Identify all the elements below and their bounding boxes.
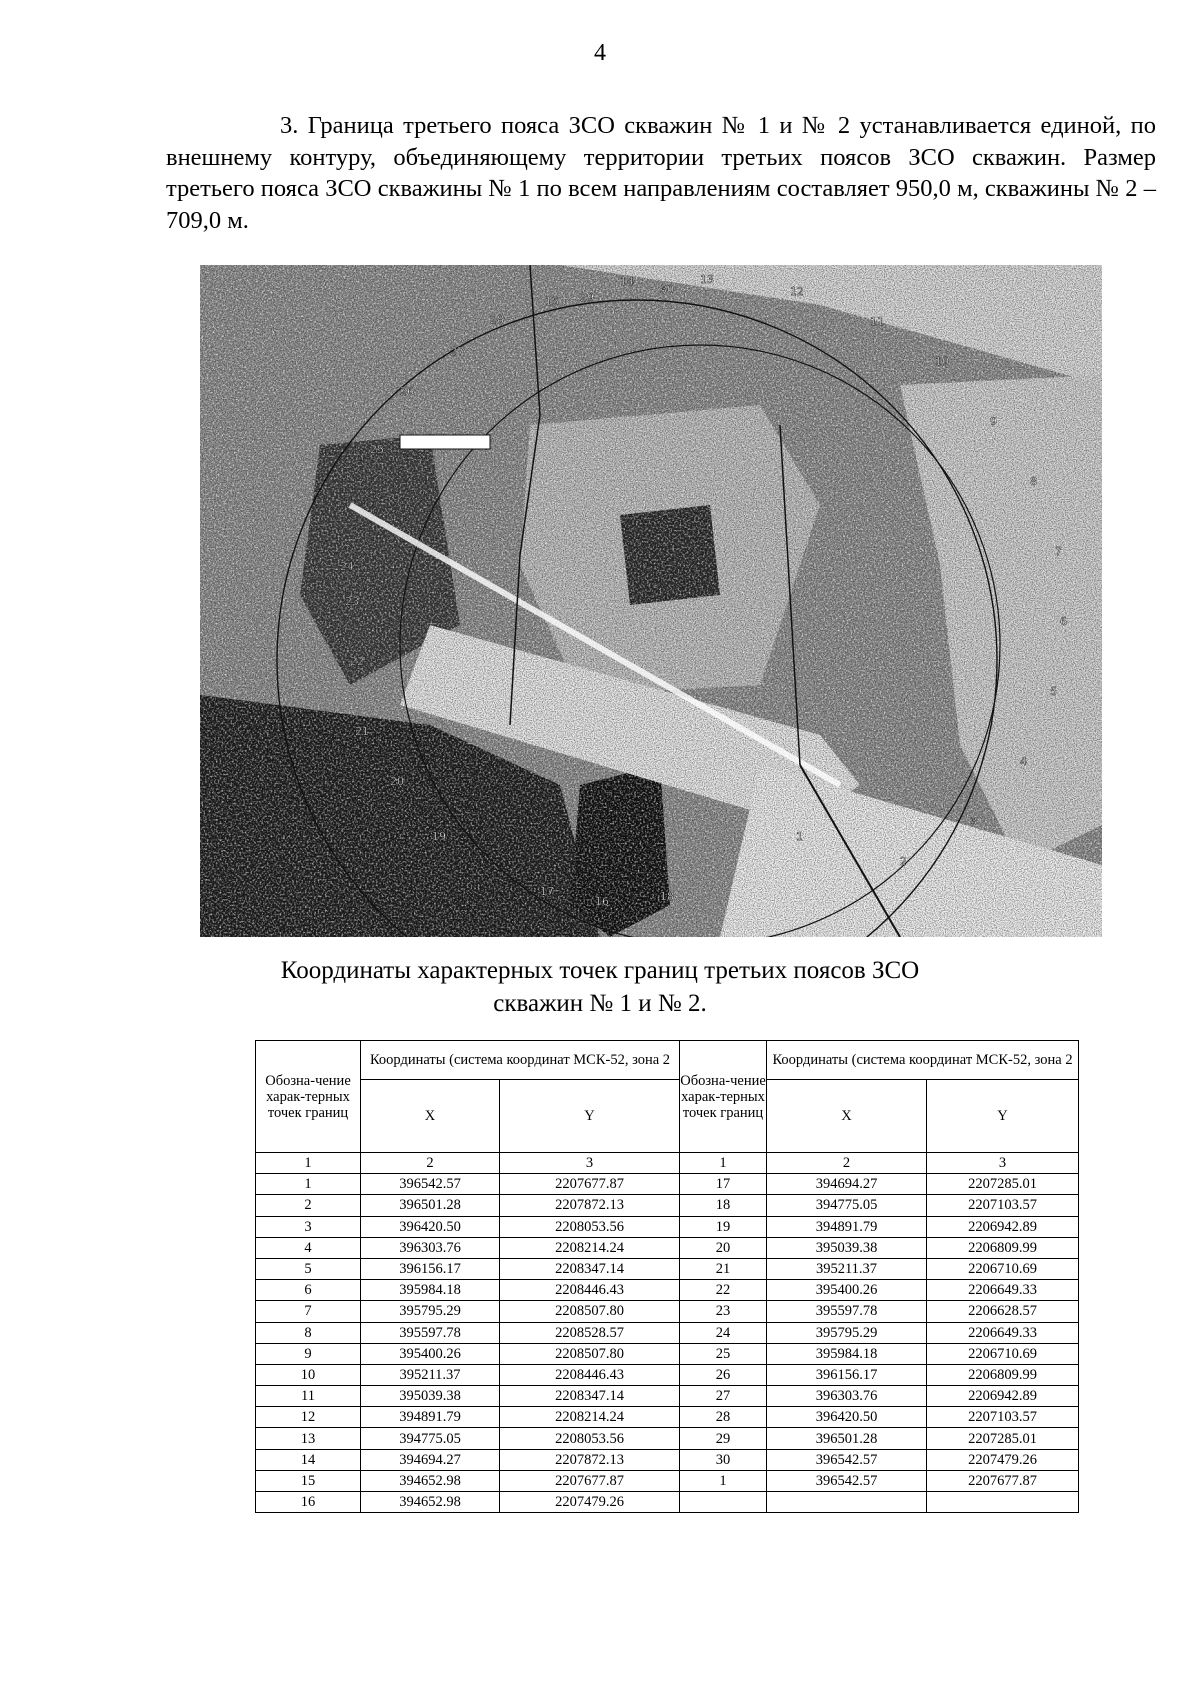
body-paragraph: 3. Граница третьего пояса ЗСО скважин № 1 и № 2 устанавливается единой, по внешнему контуру, объединяющему территории третьих поясов ЗСО скважин. Размер третьего пояса ЗСО скважины № 1 по всем направлениям составляет 950,0 м, скважины № 2 – 709,0 м. <box>166 112 1156 234</box>
y-coordinate: 2208528.57 <box>500 1322 680 1343</box>
map-point-label: 14 <box>620 275 634 288</box>
map-point-label: 21 <box>355 725 369 738</box>
x-coordinate: 394891.79 <box>767 1216 927 1237</box>
header-designation-left: Обозна-чение харак-терных точек границ <box>256 1041 361 1153</box>
point-number: 17 <box>680 1174 767 1195</box>
x-coordinate: 395795.29 <box>767 1322 927 1343</box>
header-y-left: Y <box>500 1080 680 1153</box>
x-coordinate: 394694.27 <box>767 1174 927 1195</box>
x-coordinate: 395039.38 <box>361 1386 500 1407</box>
header-coords-left: Координаты (система координат МСК-52, зона 2 <box>361 1041 680 1080</box>
point-number: 13 <box>256 1428 361 1449</box>
y-coordinate: 2208507.80 <box>500 1301 680 1322</box>
column-number: 3 <box>927 1153 1079 1174</box>
x-coordinate: 396156.17 <box>361 1258 500 1279</box>
table-row <box>256 1343 1079 1364</box>
table-row <box>256 1428 1079 1449</box>
table-row <box>256 1195 1079 1216</box>
y-coordinate: 2207103.57 <box>927 1407 1079 1428</box>
y-coordinate: 2206710.69 <box>927 1343 1079 1364</box>
header-designation-right: Обозна-чение харак-терных точек границ <box>680 1041 767 1153</box>
map-point-label: 23 <box>345 595 359 608</box>
point-number: 18 <box>680 1195 767 1216</box>
column-number: 3 <box>500 1153 680 1174</box>
y-coordinate: 2207103.57 <box>927 1195 1079 1216</box>
y-coordinate: 2207677.87 <box>927 1470 1079 1491</box>
x-coordinate: 394652.98 <box>361 1492 500 1513</box>
table-row <box>256 1237 1079 1258</box>
map-point-label: 26 <box>400 385 414 398</box>
x-coordinate: 395795.29 <box>361 1301 500 1322</box>
map-point-label: 16 <box>595 895 609 908</box>
map-point-label: 24 <box>340 560 354 573</box>
y-coordinate: 2207872.13 <box>500 1449 680 1470</box>
x-coordinate: 395400.26 <box>361 1343 500 1364</box>
point-number: 23 <box>680 1301 767 1322</box>
map-point-label: 13 <box>700 273 714 286</box>
x-coordinate: 396303.76 <box>767 1386 927 1407</box>
point-number: 20 <box>680 1237 767 1258</box>
point-number: 12 <box>256 1407 361 1428</box>
map-point-label: 27 <box>450 345 464 358</box>
header-x-left: X <box>361 1080 500 1153</box>
x-coordinate: 395211.37 <box>767 1258 927 1279</box>
y-coordinate: 2207677.87 <box>500 1470 680 1491</box>
map-point-label: 10 <box>935 355 949 368</box>
point-number: 26 <box>680 1364 767 1385</box>
x-coordinate: 395984.18 <box>361 1280 500 1301</box>
y-coordinate: 2207479.26 <box>500 1492 680 1513</box>
y-coordinate: 2207479.26 <box>927 1449 1079 1470</box>
x-coordinate: 394891.79 <box>361 1407 500 1428</box>
column-number: 2 <box>767 1153 927 1174</box>
y-coordinate: 2207677.87 <box>500 1174 680 1195</box>
x-coordinate: 396542.57 <box>767 1470 927 1491</box>
table-title-line-2: скважин № 1 и № 2. <box>493 990 707 1017</box>
y-coordinate: 2207872.13 <box>500 1195 680 1216</box>
point-number: 11 <box>256 1386 361 1407</box>
table-body <box>256 1174 1079 1513</box>
point-number: 10 <box>256 1364 361 1385</box>
table-row <box>256 1258 1079 1279</box>
y-coordinate: 2206809.99 <box>927 1364 1079 1385</box>
table-header-row-xy <box>256 1080 1079 1153</box>
y-coordinate: 2206942.89 <box>927 1216 1079 1237</box>
y-coordinate: 2208446.43 <box>500 1280 680 1301</box>
x-coordinate: 395211.37 <box>361 1364 500 1385</box>
x-coordinate: 395984.18 <box>767 1343 927 1364</box>
x-coordinate: 396420.50 <box>767 1407 927 1428</box>
x-coordinate: 394652.98 <box>361 1470 500 1491</box>
x-coordinate: 396156.17 <box>767 1364 927 1385</box>
y-coordinate: 2207285.01 <box>927 1174 1079 1195</box>
y-coordinate: 2206809.99 <box>927 1237 1079 1258</box>
x-coordinate: 396501.28 <box>361 1195 500 1216</box>
point-number: 15 <box>256 1470 361 1491</box>
y-coordinate: 2206942.89 <box>927 1386 1079 1407</box>
y-coordinate: 2208053.56 <box>500 1428 680 1449</box>
point-number: 7 <box>256 1301 361 1322</box>
point-number: 25 <box>680 1343 767 1364</box>
column-number: 2 <box>361 1153 500 1174</box>
table-row <box>256 1280 1079 1301</box>
x-coordinate: 396420.50 <box>361 1216 500 1237</box>
map-point-label: 2 <box>900 855 907 868</box>
point-number: 16 <box>256 1492 361 1513</box>
y-coordinate: 2208214.24 <box>500 1407 680 1428</box>
x-coordinate: 394775.05 <box>361 1428 500 1449</box>
point-number: 3 <box>256 1216 361 1237</box>
point-number: 8 <box>256 1322 361 1343</box>
column-number-row <box>256 1153 1079 1174</box>
point-number: 19 <box>680 1216 767 1237</box>
map-point-label: 20 <box>390 775 404 788</box>
point-number: 14 <box>256 1449 361 1470</box>
point-number: 9 <box>256 1343 361 1364</box>
page-number: 4 <box>594 40 606 66</box>
map-point-label: 25 <box>370 443 384 456</box>
y-coordinate: 2208347.14 <box>500 1258 680 1279</box>
x-coordinate: 394694.27 <box>361 1449 500 1470</box>
y-coordinate: 2208347.14 <box>500 1386 680 1407</box>
table-row <box>256 1301 1079 1322</box>
map-point-label: 11 <box>870 315 884 328</box>
map-point-label: 12 <box>790 285 804 298</box>
y-coordinate: 2206649.33 <box>927 1280 1079 1301</box>
table-header-row <box>256 1041 1079 1080</box>
table-row <box>256 1407 1079 1428</box>
x-coordinate: 395597.78 <box>361 1322 500 1343</box>
point-number: 30 <box>680 1449 767 1470</box>
point-number: 1 <box>256 1174 361 1195</box>
map-point-label: 28 <box>490 313 504 326</box>
map-point-label: 1 <box>796 830 803 843</box>
table-title-line-1: Координаты характерных точек границ третьих поясов ЗСО <box>280 957 920 984</box>
map-point-label: 18 <box>660 890 674 903</box>
map-point-label: 15 <box>545 295 559 308</box>
x-coordinate: 396501.28 <box>767 1428 927 1449</box>
point-number <box>680 1492 767 1513</box>
table-row <box>256 1216 1079 1237</box>
y-coordinate: 2207285.01 <box>927 1428 1079 1449</box>
table-row <box>256 1364 1079 1385</box>
x-coordinate: 395039.38 <box>767 1237 927 1258</box>
map-point-label: 19 <box>432 830 446 843</box>
y-coordinate <box>927 1492 1079 1513</box>
x-coordinate: 394775.05 <box>767 1195 927 1216</box>
point-number: 28 <box>680 1407 767 1428</box>
satellite-map <box>200 265 1102 937</box>
y-coordinate: 2206628.57 <box>927 1301 1079 1322</box>
map-svg <box>200 265 1102 937</box>
point-number: 29 <box>680 1428 767 1449</box>
y-coordinate: 2208053.56 <box>500 1216 680 1237</box>
map-point-label: 22 <box>350 655 364 668</box>
map-point-label: 4 <box>1020 755 1027 768</box>
y-coordinate: 2206710.69 <box>927 1258 1079 1279</box>
map-point-label: 8 <box>1030 475 1037 488</box>
x-coordinate <box>767 1492 927 1513</box>
x-coordinate: 396542.57 <box>767 1449 927 1470</box>
header-y-right: Y <box>927 1080 1079 1153</box>
x-coordinate: 395400.26 <box>767 1280 927 1301</box>
point-number: 6 <box>256 1280 361 1301</box>
map-point-label: 3 <box>970 815 977 828</box>
table-row <box>256 1174 1079 1195</box>
map-point-label: 29 <box>580 291 594 304</box>
column-number: 1 <box>680 1153 767 1174</box>
y-coordinate: 2208446.43 <box>500 1364 680 1385</box>
table-row <box>256 1492 1079 1513</box>
map-point-label: 9 <box>990 415 997 428</box>
point-number: 5 <box>256 1258 361 1279</box>
x-coordinate: 395597.78 <box>767 1301 927 1322</box>
map-point-label: 5 <box>1050 685 1057 698</box>
point-number: 1 <box>680 1470 767 1491</box>
y-coordinate: 2206649.33 <box>927 1322 1079 1343</box>
point-number: 24 <box>680 1322 767 1343</box>
point-number: 4 <box>256 1237 361 1258</box>
column-number: 1 <box>256 1153 361 1174</box>
point-number: 2 <box>256 1195 361 1216</box>
y-coordinate: 2208214.24 <box>500 1237 680 1258</box>
table-row <box>256 1386 1079 1407</box>
x-coordinate: 396303.76 <box>361 1237 500 1258</box>
x-coordinate: 396542.57 <box>361 1174 500 1195</box>
point-number: 27 <box>680 1386 767 1407</box>
map-point-label: 7 <box>1055 545 1062 558</box>
table-row <box>256 1449 1079 1470</box>
table-title <box>0 954 1200 1020</box>
map-point-label: 6 <box>1060 615 1067 628</box>
point-number: 21 <box>680 1258 767 1279</box>
coordinates-table <box>255 1040 1079 1513</box>
map-point-label: 30 <box>660 283 674 296</box>
header-coords-right: Координаты (система координат МСК-52, зона 2 <box>767 1041 1079 1080</box>
map-point-label: 17 <box>540 885 554 898</box>
header-x-right: X <box>767 1080 927 1153</box>
table-row <box>256 1470 1079 1491</box>
table-row <box>256 1322 1079 1343</box>
point-number: 22 <box>680 1280 767 1301</box>
y-coordinate: 2208507.80 <box>500 1343 680 1364</box>
